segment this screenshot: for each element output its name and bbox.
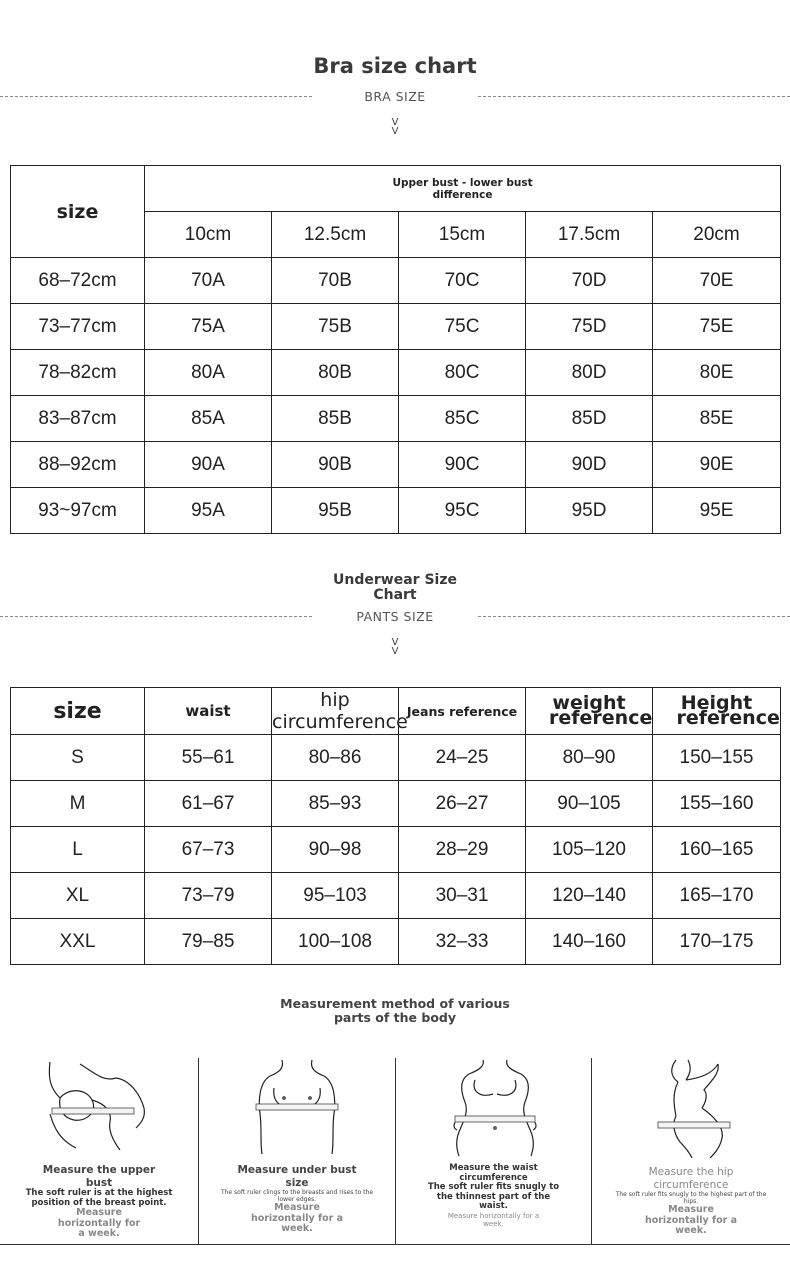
panel-description: The soft ruler fits snugly to the thinnest part of the waist. xyxy=(427,1182,560,1211)
difference-column: 20cm xyxy=(653,212,781,258)
difference-column: 17.5cm xyxy=(526,212,653,258)
bra-size-cell: 95E xyxy=(653,488,781,534)
underwear-chart-title: Underwear Size Chart xyxy=(333,572,457,603)
pants-weight-cell: 140–160 xyxy=(526,919,653,965)
underbust-range-cell: 83–87cm xyxy=(11,396,145,442)
hip-panel xyxy=(592,1058,790,1244)
bra-size-cell: 90A xyxy=(145,442,272,488)
pants-weight-cell: 80–90 xyxy=(526,735,653,781)
pants-waist-cell: 73–79 xyxy=(145,873,272,919)
panel-heading: Measure the hip circumference xyxy=(648,1166,734,1191)
bra-size-row xyxy=(11,442,781,488)
bra-size-cell: 85C xyxy=(399,396,526,442)
difference-column: 10cm xyxy=(145,212,272,258)
bra-size-cell: 85B xyxy=(272,396,399,442)
difference-column: 12.5cm xyxy=(272,212,399,258)
under-bust-figure-icon xyxy=(252,1058,342,1158)
panel-note: Measure horizontally for a week. xyxy=(447,1211,540,1228)
pants-hip-cell: 85–93 xyxy=(272,781,399,827)
upper-bust-panel xyxy=(0,1058,198,1244)
chevron-down-icon: V V xyxy=(391,117,399,137)
bra-size-cell: 70E xyxy=(653,258,781,304)
pants-waist-cell: 79–85 xyxy=(145,919,272,965)
bra-size-cell: 80D xyxy=(526,350,653,396)
bra-size-row xyxy=(11,258,781,304)
pants-size-table xyxy=(10,687,781,965)
bra-size-cell: 80E xyxy=(653,350,781,396)
pants-height-cell: 165–170 xyxy=(653,873,781,919)
underbust-range-cell: 68–72cm xyxy=(11,258,145,304)
bra-size-cell: 70A xyxy=(145,258,272,304)
panel-note: Measure horizontally for a week. xyxy=(644,1204,738,1236)
panel-heading: Measure the waist circumference xyxy=(449,1163,538,1183)
size-header: size xyxy=(11,688,145,735)
bra-size-cell: 80C xyxy=(399,350,526,396)
pants-waist-cell: 67–73 xyxy=(145,827,272,873)
difference-column: 15cm xyxy=(399,212,526,258)
underbust-range-cell: 88–92cm xyxy=(11,442,145,488)
waist-panel xyxy=(396,1058,591,1244)
pants-weight-cell: 90–105 xyxy=(526,781,653,827)
bra-size-row xyxy=(11,488,781,534)
pants-size-row xyxy=(11,919,781,965)
pants-jeans-cell: 30–31 xyxy=(399,873,526,919)
bra-size-table xyxy=(10,165,781,534)
pants-size-row xyxy=(11,735,781,781)
pants-size-row xyxy=(11,827,781,873)
bra-size-cell: 85D xyxy=(526,396,653,442)
pants-height-cell: 160–165 xyxy=(653,827,781,873)
pants-hip-cell: 80–86 xyxy=(272,735,399,781)
bra-chart-title: Bra size chart xyxy=(313,54,477,78)
bra-size-cell: 85E xyxy=(653,396,781,442)
bra-size-cell: 90D xyxy=(526,442,653,488)
pants-size-subtitle: PANTS SIZE xyxy=(356,609,434,624)
bra-size-cell: 70B xyxy=(272,258,399,304)
height-header: Height reference xyxy=(653,688,781,735)
panel-description: The soft ruler clings to the breasts and rises to the lower edges. xyxy=(220,1189,374,1203)
jeans-header: Jeans reference xyxy=(399,688,526,735)
pants-weight-cell: 105–120 xyxy=(526,827,653,873)
pants-jeans-cell: 32–33 xyxy=(399,919,526,965)
pants-size-cell: M xyxy=(11,781,145,827)
bottom-border xyxy=(0,1244,790,1245)
bra-size-cell: 95C xyxy=(399,488,526,534)
chevron-down-icon: V V xyxy=(391,637,399,657)
pants-height-cell: 170–175 xyxy=(653,919,781,965)
bra-size-cell: 95B xyxy=(272,488,399,534)
bra-size-cell: 75C xyxy=(399,304,526,350)
pants-weight-cell: 120–140 xyxy=(526,873,653,919)
hip-figure-icon xyxy=(646,1058,736,1158)
pants-jeans-cell: 26–27 xyxy=(399,781,526,827)
bra-size-cell: 70C xyxy=(399,258,526,304)
panel-heading: Measure under bust size xyxy=(237,1164,357,1189)
pants-size-cell: XXL xyxy=(11,919,145,965)
panel-heading: Measure the upper bust xyxy=(42,1164,156,1189)
size-header: size xyxy=(11,166,145,258)
bra-size-cell: 75E xyxy=(653,304,781,350)
pants-waist-cell: 55–61 xyxy=(145,735,272,781)
pants-hip-cell: 90–98 xyxy=(272,827,399,873)
bra-size-cell: 80B xyxy=(272,350,399,396)
underbust-range-cell: 78–82cm xyxy=(11,350,145,396)
waist-figure-icon xyxy=(449,1058,539,1158)
bra-size-cell: 75B xyxy=(272,304,399,350)
bra-size-subtitle: BRA SIZE xyxy=(364,89,426,104)
panel-description: The soft ruler fits snugly to the highest part of the hips. xyxy=(615,1191,767,1205)
bra-size-cell: 90E xyxy=(653,442,781,488)
pants-size-row xyxy=(11,873,781,919)
panel-note: Measure horizontally for a week. xyxy=(250,1202,344,1234)
bra-size-cell: 90C xyxy=(399,442,526,488)
measurement-method-title: Measurement method of various parts of the body xyxy=(280,996,510,1025)
pants-header-row xyxy=(11,688,781,735)
bra-size-cell: 75D xyxy=(526,304,653,350)
pants-size-cell: S xyxy=(11,735,145,781)
pants-size-cell: XL xyxy=(11,873,145,919)
upper-bust-figure-icon xyxy=(40,1058,150,1158)
bra-size-cell: 95A xyxy=(145,488,272,534)
panel-note: Measure horizontally for a week. xyxy=(57,1207,141,1239)
bra-size-cell: 70D xyxy=(526,258,653,304)
under-bust-panel xyxy=(199,1058,395,1244)
hip-header: hip circumference xyxy=(272,689,408,733)
weight-header: weight reference xyxy=(526,688,653,735)
pants-size-row xyxy=(11,781,781,827)
bra-size-cell: 75A xyxy=(145,304,272,350)
bra-size-row xyxy=(11,304,781,350)
pants-height-cell: 155–160 xyxy=(653,781,781,827)
pants-hip-cell: 95–103 xyxy=(272,873,399,919)
bra-size-row xyxy=(11,396,781,442)
panel-description: The soft ruler is at the highest position of the breast point. xyxy=(25,1188,173,1208)
underbust-range-cell: 73–77cm xyxy=(11,304,145,350)
pants-jeans-cell: 24–25 xyxy=(399,735,526,781)
bra-size-row xyxy=(11,350,781,396)
pants-hip-cell: 100–108 xyxy=(272,919,399,965)
pants-height-cell: 150–155 xyxy=(653,735,781,781)
bra-size-cell: 90B xyxy=(272,442,399,488)
bust-difference-header: Upper bust - lower bust difference xyxy=(145,166,781,212)
bra-size-cell: 80A xyxy=(145,350,272,396)
pants-jeans-cell: 28–29 xyxy=(399,827,526,873)
pants-waist-cell: 61–67 xyxy=(145,781,272,827)
waist-header: waist xyxy=(145,688,272,735)
pants-size-cell: L xyxy=(11,827,145,873)
bra-size-cell: 85A xyxy=(145,396,272,442)
bra-size-cell: 95D xyxy=(526,488,653,534)
underbust-range-cell: 93~97cm xyxy=(11,488,145,534)
